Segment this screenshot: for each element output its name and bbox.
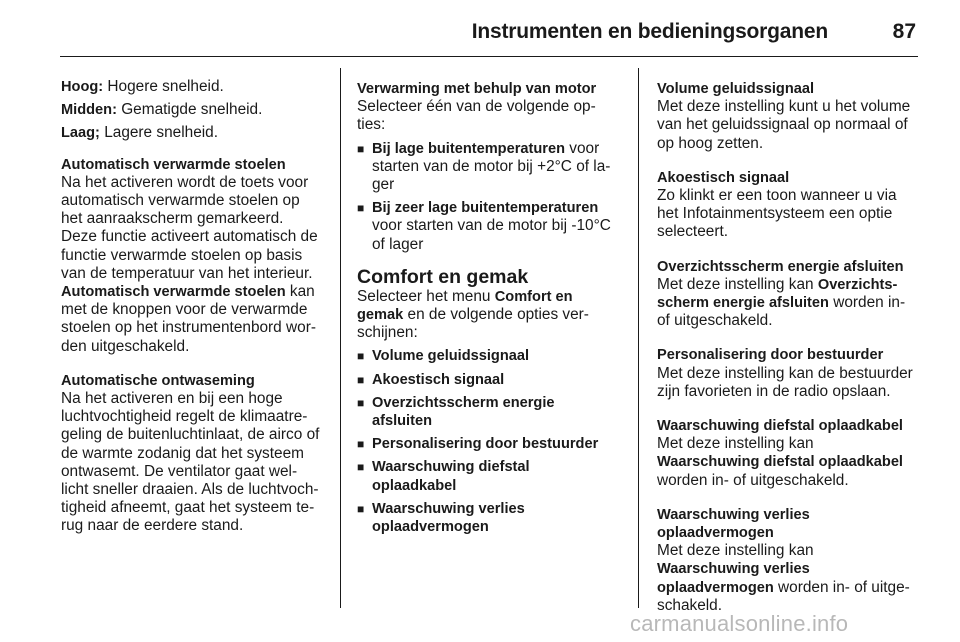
defog-text: Na het activeren en bij een hoge luchtvochtigheid regelt de klimaatre- geling de buitenluchtinlaat, de airco of de warmte zodanig dat het systeem ontwasemt. De ventilator gaat wel- licht sneller draaien. Als de luchtvoch- tigheid afneemt, gaat het systeem te- rug naar de eerdere stand. <box>61 390 320 535</box>
speed-medium: Midden: Gematigde snelheid. <box>61 101 263 119</box>
heated-seats-text: Na het activeren wordt de toets voor automatisch verwarmde stoelen op het aanraakscherm gemarkeerd. Deze functie activeert automatisch de functie verwarmde stoelen op basis van de temperatuur van het interieur. Automatisch verwarmde stoelen kan met de knoppen voor de verwarmde stoelen op het instrumentenbord wor- den uitgeschakeld. <box>61 173 318 355</box>
personalisation-text: Met deze instelling kan de bestuurder zijn favorieten in de radio opslaan. <box>657 364 913 400</box>
energy-screen-heading: Overzichtsscherm energie afsluiten <box>657 258 904 275</box>
column-left <box>61 78 326 536</box>
list-item: ■ Waarschuwing verlies oplaadvermogen <box>357 500 525 536</box>
bullet-icon: ■ <box>357 437 365 452</box>
bullet-icon: ■ <box>357 395 365 410</box>
list-item: ■ Personalisering door bestuurder <box>357 436 599 453</box>
personalisation-heading: Personalisering door bestuurder <box>657 347 884 364</box>
watermark-text: carmanualsonline.info <box>630 611 849 636</box>
charge-loss-text: Met deze instelling kan Waarschuwing verlies oplaadvermogen worden in- of uitge- schakeld. <box>657 542 910 614</box>
list-item: ■ Volume geluidssignaal <box>357 348 530 365</box>
engine-heating-text: Selecteer één van de volgende op- ties: <box>357 98 596 134</box>
engine-heating-heading: Verwarming met behulp van motor <box>357 81 597 97</box>
column-divider <box>340 68 341 608</box>
acoustic-signal-text: Zo klinkt er een toon wanneer u via het Infotainmentsysteem een optie selecteert. <box>657 187 897 241</box>
cable-theft-heading: Waarschuwing diefstal oplaadkabel <box>657 418 903 435</box>
volume-signal-text: Met deze instelling kunt u het volume van het geluidssignaal op normaal of op hoog zetten. <box>657 98 911 152</box>
page-number: 87 <box>892 20 916 43</box>
volume-signal-heading: Volume geluidssignaal <box>657 81 815 97</box>
speed-low: Laag; Lagere snelheid. <box>61 124 219 142</box>
defog-heading: Automatische ontwaseming <box>61 372 255 389</box>
list-item: ■ Bij lage buitentemperaturen voor starten van de motor bij +2°C of la- ger <box>357 139 611 194</box>
bullet-icon: ■ <box>357 501 365 516</box>
list-item: ■ Waarschuwing diefstal oplaadkabel <box>357 459 530 494</box>
list-item: ■ Bij zeer lage buitentemperaturen voor starten van de motor bij -10°C of lager <box>357 200 611 253</box>
bullet-icon: ■ <box>357 141 365 156</box>
acoustic-signal-heading: Akoestisch signaal <box>657 169 790 186</box>
heated-seats-heading: Automatisch verwarmde stoelen <box>61 156 286 173</box>
comfort-section-title: Comfort en gemak <box>357 265 529 288</box>
bullet-icon: ■ <box>357 372 365 387</box>
energy-screen-text: Met deze instelling kan Overzichts- scherm energie afsluiten worden in- of uitgeschakeld. <box>657 275 906 330</box>
page-title: Instrumenten en bedieningsorganen <box>471 20 828 43</box>
comfort-intro: Selecteer het menu Comfort en gemak en de volgende opties ver- schijnen: <box>357 287 589 342</box>
speed-high: Hoog: Hogere snelheid. <box>61 78 224 95</box>
column-divider <box>638 68 639 608</box>
charge-loss-heading: Waarschuwing verlies oplaadvermogen <box>657 506 810 542</box>
cable-theft-text: Met deze instelling kan Waarschuwing diefstal oplaadkabel worden in- of uitgeschakeld. <box>657 435 903 489</box>
header-rule <box>60 56 918 57</box>
list-item: ■ Overzichtsscherm energie afsluiten <box>357 394 555 430</box>
column-middle <box>357 80 625 536</box>
bullet-icon: ■ <box>357 460 365 475</box>
list-item: ■ Akoestisch signaal <box>357 371 505 388</box>
column-right <box>657 80 923 615</box>
page-header <box>60 18 920 48</box>
bullet-icon: ■ <box>357 201 365 216</box>
bullet-icon: ■ <box>357 349 365 364</box>
